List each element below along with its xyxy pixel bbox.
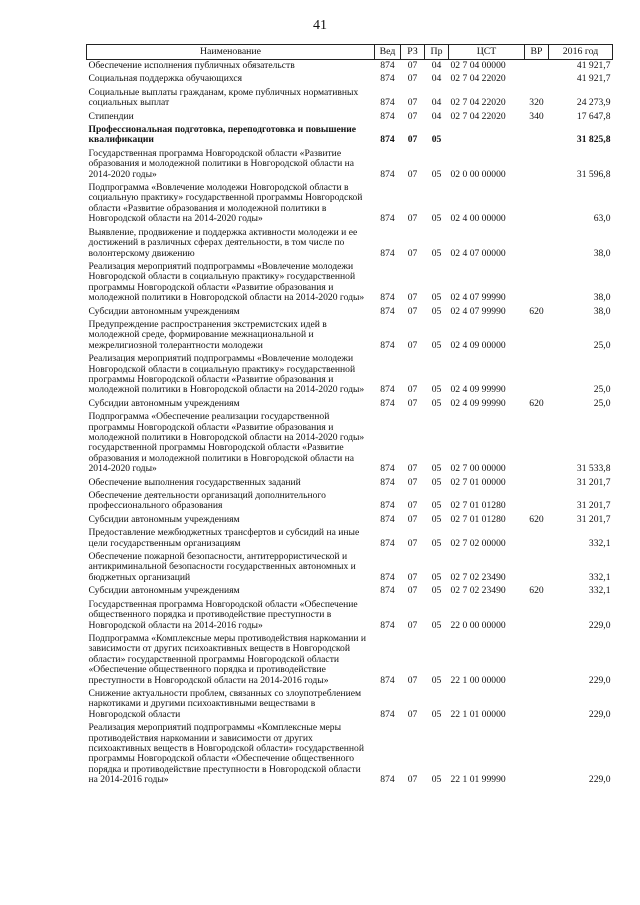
cell-cst: 02 7 02 00000: [450, 537, 506, 549]
cell-vr: [525, 319, 549, 353]
cell-name: Стипендии: [88, 110, 134, 122]
cell-sum: 41 921,7: [576, 60, 611, 71]
cell-vr: [525, 124, 549, 148]
cell-ved: 874: [380, 537, 395, 549]
cell-name: Подпрограмма «Вовлечение молодежи Новгородской области в социальную практику» государственной программы Новгородской области «Развитие образования и молодежной политики в Новгородской области на 2014-2020 годы»: [88, 182, 363, 225]
cell-ved: 874: [380, 73, 395, 85]
cell-pr: 05: [431, 134, 442, 146]
cell-pr: 05: [431, 585, 442, 597]
cell-name: Социальная поддержка обучающихся: [88, 73, 243, 85]
cell-pr: 05: [431, 774, 442, 786]
cell-pr: 05: [431, 339, 442, 351]
cell-name: Субсидии автономным учреждениям: [88, 397, 240, 409]
cell-vr: 620: [529, 513, 544, 525]
cell-name: Социальные выплаты гражданам, кроме публичных нормативных социальных выплат: [88, 86, 359, 109]
cell-pr: 05: [431, 619, 442, 631]
cell-vr: [525, 411, 549, 476]
cell-cst: 02 7 04 22020: [450, 73, 506, 85]
cell-cst: 02 7 00 00000: [450, 463, 506, 475]
table-row: [87, 261, 613, 306]
table-header-row: [87, 45, 613, 60]
cell-cst: 02 4 09 99990: [450, 384, 506, 396]
cell-ved: 874: [380, 397, 395, 409]
table-row: [87, 227, 613, 261]
cell-name: Профессиональная подготовка, переподготовка и повышение квалификации: [88, 124, 357, 146]
cell-cst: 02 4 07 00000: [450, 247, 506, 259]
table-row: [87, 182, 613, 227]
header-cst: ЦСТ: [449, 45, 525, 60]
cell-cst: 22 1 00 00000: [450, 674, 506, 686]
header-vr: ВР: [525, 45, 549, 60]
cell-pr: 04: [431, 73, 442, 85]
cell-name: Субсидии автономным учреждениям: [88, 513, 240, 525]
cell-pr: 04: [431, 97, 442, 109]
cell-vr: [525, 599, 549, 633]
cell-rz: 07: [407, 384, 418, 396]
cell-rz: 07: [407, 292, 418, 304]
cell-name: Государственная программа Новгородской области «Развитие образования и молодежной политики в Новгородской области на 2014-2020 годы»: [88, 147, 355, 180]
cell-rz: 07: [407, 500, 418, 512]
cell-sum: 25,0: [593, 384, 611, 396]
cell-name: Реализация мероприятий подпрограммы «Комплексные меры противодействия наркомании и зависимости от других психоактивных веществ в Новгородской области» государственной программы Новгородской области «Обеспечение общественного порядка и противодействие преступности в Новгородской области на 2014-2016 годы»: [88, 722, 364, 786]
cell-cst: 02 4 07 99990: [450, 305, 506, 317]
cell-vr: [525, 60, 549, 74]
cell-name: Реализация мероприятий подпрограммы «Вовлечение молодежи Новгородской области в социальную практику» государственной программы Новгородской области «Развитие образования и молодежной политики в Новгородской области на 2014-2020 годы»: [88, 260, 365, 304]
cell-rz: 07: [407, 476, 418, 488]
cell-name: Субсидии автономным учреждениям: [88, 305, 240, 317]
cell-rz: 07: [407, 60, 418, 71]
cell-rz: 07: [407, 619, 418, 631]
header-rz: РЗ: [401, 45, 425, 60]
cell-pr: 05: [431, 476, 442, 488]
table-row: [87, 111, 613, 124]
cell-ved: 874: [380, 305, 395, 317]
cell-rz: 07: [407, 537, 418, 549]
table-row: [87, 411, 613, 476]
cell-name: Предоставление межбюджетных трансфертов и субсидий на иные цели государственным организациям: [88, 527, 360, 549]
cell-cst: 02 7 02 23490: [450, 585, 506, 597]
cell-rz: 07: [407, 774, 418, 786]
cell-sum: 332,1: [588, 585, 611, 597]
cell-pr: 05: [431, 384, 442, 396]
cell-name: Подпрограмма «Комплексные меры противодействия наркомании и зависимости от других психоактивных веществ в Новгородской области» государственной программы Новгородской области «Обеспечение общественного порядка и противодействие преступности в Новгородской области на 2014-2016 годы»: [88, 632, 367, 686]
cell-pr: 05: [431, 537, 442, 549]
cell-cst: 22 0 00 00000: [450, 619, 506, 631]
cell-cst: 02 7 04 00000: [450, 60, 506, 71]
table-row: [87, 722, 613, 787]
cell-sum: 229,0: [588, 619, 611, 631]
cell-ved: 874: [380, 292, 395, 304]
cell-ved: 874: [380, 585, 395, 597]
table-row: [87, 585, 613, 598]
cell-cst: [449, 124, 525, 148]
cell-ved: 874: [380, 513, 395, 525]
cell-cst: 02 4 07 99990: [450, 292, 506, 304]
page-number: 41: [313, 18, 327, 33]
cell-ved: 874: [380, 247, 395, 259]
cell-sum: 229,0: [588, 708, 611, 720]
cell-ved: 874: [380, 339, 395, 351]
cell-vr: [525, 182, 549, 227]
cell-rz: 07: [407, 134, 418, 146]
cell-sum: 31 533,8: [576, 463, 611, 475]
cell-rz: 07: [407, 305, 418, 317]
cell-ved: 874: [380, 619, 395, 631]
cell-pr: 05: [431, 397, 442, 409]
cell-cst: 22 1 01 00000: [450, 708, 506, 720]
cell-pr: 05: [431, 513, 442, 525]
cell-name: Субсидии автономным учреждениям: [88, 585, 240, 597]
cell-name: Обеспечение исполнения публичных обязательств: [88, 60, 295, 71]
cell-rz: 07: [407, 97, 418, 109]
cell-pr: 05: [431, 247, 442, 259]
cell-sum: 31 201,7: [576, 513, 611, 525]
table-row: [87, 124, 613, 148]
cell-cst: 02 4 00 00000: [450, 213, 506, 225]
table-row: [87, 60, 613, 74]
cell-rz: 07: [407, 397, 418, 409]
cell-ved: 874: [380, 134, 395, 146]
table-row: [87, 73, 613, 86]
cell-ved: 874: [380, 774, 395, 786]
cell-pr: 05: [431, 305, 442, 317]
cell-cst: 02 4 09 99990: [450, 397, 506, 409]
cell-sum: 332,1: [588, 537, 611, 549]
cell-name: Предупреждение распространения экстремистских идей в молодежной среде, формирование межнациональной и межрелигиозной толерантности молодежи: [88, 318, 327, 351]
cell-vr: 620: [529, 305, 544, 317]
table-row: [87, 319, 613, 353]
cell-vr: 620: [529, 397, 544, 409]
cell-name: Государственная программа Новгородской области «Обеспечение общественного порядка и противодействие преступности в Новгородской области на 2014-2016 годы»: [88, 598, 358, 631]
cell-vr: [525, 261, 549, 306]
header-pr: Пр: [425, 45, 449, 60]
cell-cst: 02 7 01 01280: [450, 500, 506, 512]
table-row: [87, 87, 613, 111]
table-row: [87, 398, 613, 411]
cell-cst: 22 1 01 99990: [450, 774, 506, 786]
cell-ved: 874: [380, 97, 395, 109]
cell-cst: 02 7 04 22020: [450, 110, 506, 122]
cell-name: Выявление, продвижение и поддержка активности молодежи и ее достижений в различных сферах деятельности, в том числе по волонтерскому движению: [88, 226, 358, 259]
cell-sum: 31 201,7: [576, 500, 611, 512]
cell-sum: 63,0: [593, 213, 611, 225]
cell-ved: 874: [380, 60, 395, 71]
cell-pr: 05: [431, 708, 442, 720]
table-row: [87, 527, 613, 551]
table-row: [87, 490, 613, 514]
cell-pr: 05: [431, 168, 442, 180]
cell-rz: 07: [407, 674, 418, 686]
cell-vr: [525, 148, 549, 182]
cell-sum: 25,0: [593, 339, 611, 351]
cell-ved: 874: [380, 476, 395, 488]
cell-name: Реализация мероприятий подпрограммы «Вовлечение молодежи Новгородской области в социальную практику» государственной программы Новгородской области «Развитие образования и молодежной политики в Новгородской области на 2014-2020 годы»: [88, 353, 365, 396]
cell-ved: 874: [380, 708, 395, 720]
cell-rz: 07: [407, 513, 418, 525]
cell-vr: [525, 551, 549, 585]
cell-cst: 02 4 09 00000: [450, 339, 506, 351]
cell-rz: 07: [407, 73, 418, 85]
cell-pr: 05: [431, 500, 442, 512]
cell-ved: 874: [380, 500, 395, 512]
cell-name: Подпрограмма «Обеспечение реализации государственной программы Новгородской области «Развитие образования и молодежной политики в Новгородской области на 2014-2020 годы» государственной программы Новгородской области «Развитие образования и молодежной политики в Новгородской области на 2014-2020 годы»: [88, 411, 365, 475]
cell-pr: 04: [431, 110, 442, 122]
cell-sum: 31 825,8: [576, 134, 611, 146]
cell-sum: 31 201,7: [576, 476, 611, 488]
cell-ved: 874: [380, 674, 395, 686]
cell-rz: 07: [407, 585, 418, 597]
cell-rz: 07: [407, 463, 418, 475]
cell-ved: 874: [380, 110, 395, 122]
cell-sum: 38,0: [593, 247, 611, 259]
header-ved: Вед: [375, 45, 401, 60]
table-row: [87, 353, 613, 398]
cell-vr: [525, 490, 549, 514]
cell-name: Снижение актуальности проблем, связанных со злоупотреблением наркотиками и другими психоактивными веществами в Новгородской области: [88, 687, 362, 720]
cell-sum: 25,0: [593, 397, 611, 409]
cell-rz: 07: [407, 708, 418, 720]
cell-sum: 17 647,8: [576, 110, 611, 122]
cell-rz: 07: [407, 213, 418, 225]
cell-vr: [525, 353, 549, 398]
table-row: [87, 551, 613, 585]
table-body: [87, 60, 613, 788]
cell-cst: 02 7 04 22020: [450, 97, 506, 109]
cell-vr: [525, 633, 549, 688]
cell-vr: [525, 73, 549, 86]
cell-name: Обеспечение выполнения государственных заданий: [88, 476, 301, 488]
cell-vr: 320: [529, 97, 544, 109]
table-row: [87, 514, 613, 527]
cell-pr: 05: [431, 463, 442, 475]
cell-vr: [525, 527, 549, 551]
cell-sum: 229,0: [588, 674, 611, 686]
cell-pr: 05: [431, 292, 442, 304]
cell-sum: 24 273,9: [576, 97, 611, 109]
cell-sum: 31 596,8: [576, 168, 611, 180]
cell-cst: 02 7 02 23490: [450, 571, 506, 583]
cell-cst: 02 0 00 00000: [450, 168, 506, 180]
cell-rz: 07: [407, 571, 418, 583]
cell-pr: 05: [431, 674, 442, 686]
cell-sum: 229,0: [588, 774, 611, 786]
cell-pr: 05: [431, 213, 442, 225]
cell-rz: 07: [407, 339, 418, 351]
table-row: [87, 688, 613, 722]
cell-sum: 38,0: [593, 305, 611, 317]
cell-vr: [525, 688, 549, 722]
cell-pr: 04: [431, 60, 442, 71]
table-row: [87, 306, 613, 319]
cell-pr: 05: [431, 571, 442, 583]
cell-vr: [525, 227, 549, 261]
cell-vr: [525, 722, 549, 787]
cell-cst: 02 7 01 01280: [450, 513, 506, 525]
cell-ved: 874: [380, 213, 395, 225]
cell-cst: 02 7 01 00000: [450, 476, 506, 488]
table-row: [87, 633, 613, 688]
cell-rz: 07: [407, 168, 418, 180]
cell-vr: 340: [529, 110, 544, 122]
cell-name: Обеспечение пожарной безопасности, антитеррористической и антикриминальной безопасности государственных автономных и бюджетных организаций: [88, 551, 356, 583]
header-name: Наименование: [87, 45, 375, 60]
cell-name: Обеспечение деятельности организаций дополнительного профессионального образования: [88, 490, 326, 512]
table-row: [87, 599, 613, 633]
cell-ved: 874: [380, 463, 395, 475]
cell-sum: 41 921,7: [576, 73, 611, 85]
cell-vr: [525, 477, 549, 490]
cell-rz: 07: [407, 110, 418, 122]
cell-ved: 874: [380, 384, 395, 396]
cell-ved: 874: [380, 571, 395, 583]
table-row: [87, 148, 613, 182]
cell-rz: 07: [407, 247, 418, 259]
cell-sum: 332,1: [588, 571, 611, 583]
cell-sum: 38,0: [593, 292, 611, 304]
budget-table: [86, 44, 613, 788]
cell-ved: 874: [380, 168, 395, 180]
header-sum: 2016 год: [549, 45, 613, 60]
cell-vr: 620: [529, 585, 544, 597]
table-row: [87, 477, 613, 490]
